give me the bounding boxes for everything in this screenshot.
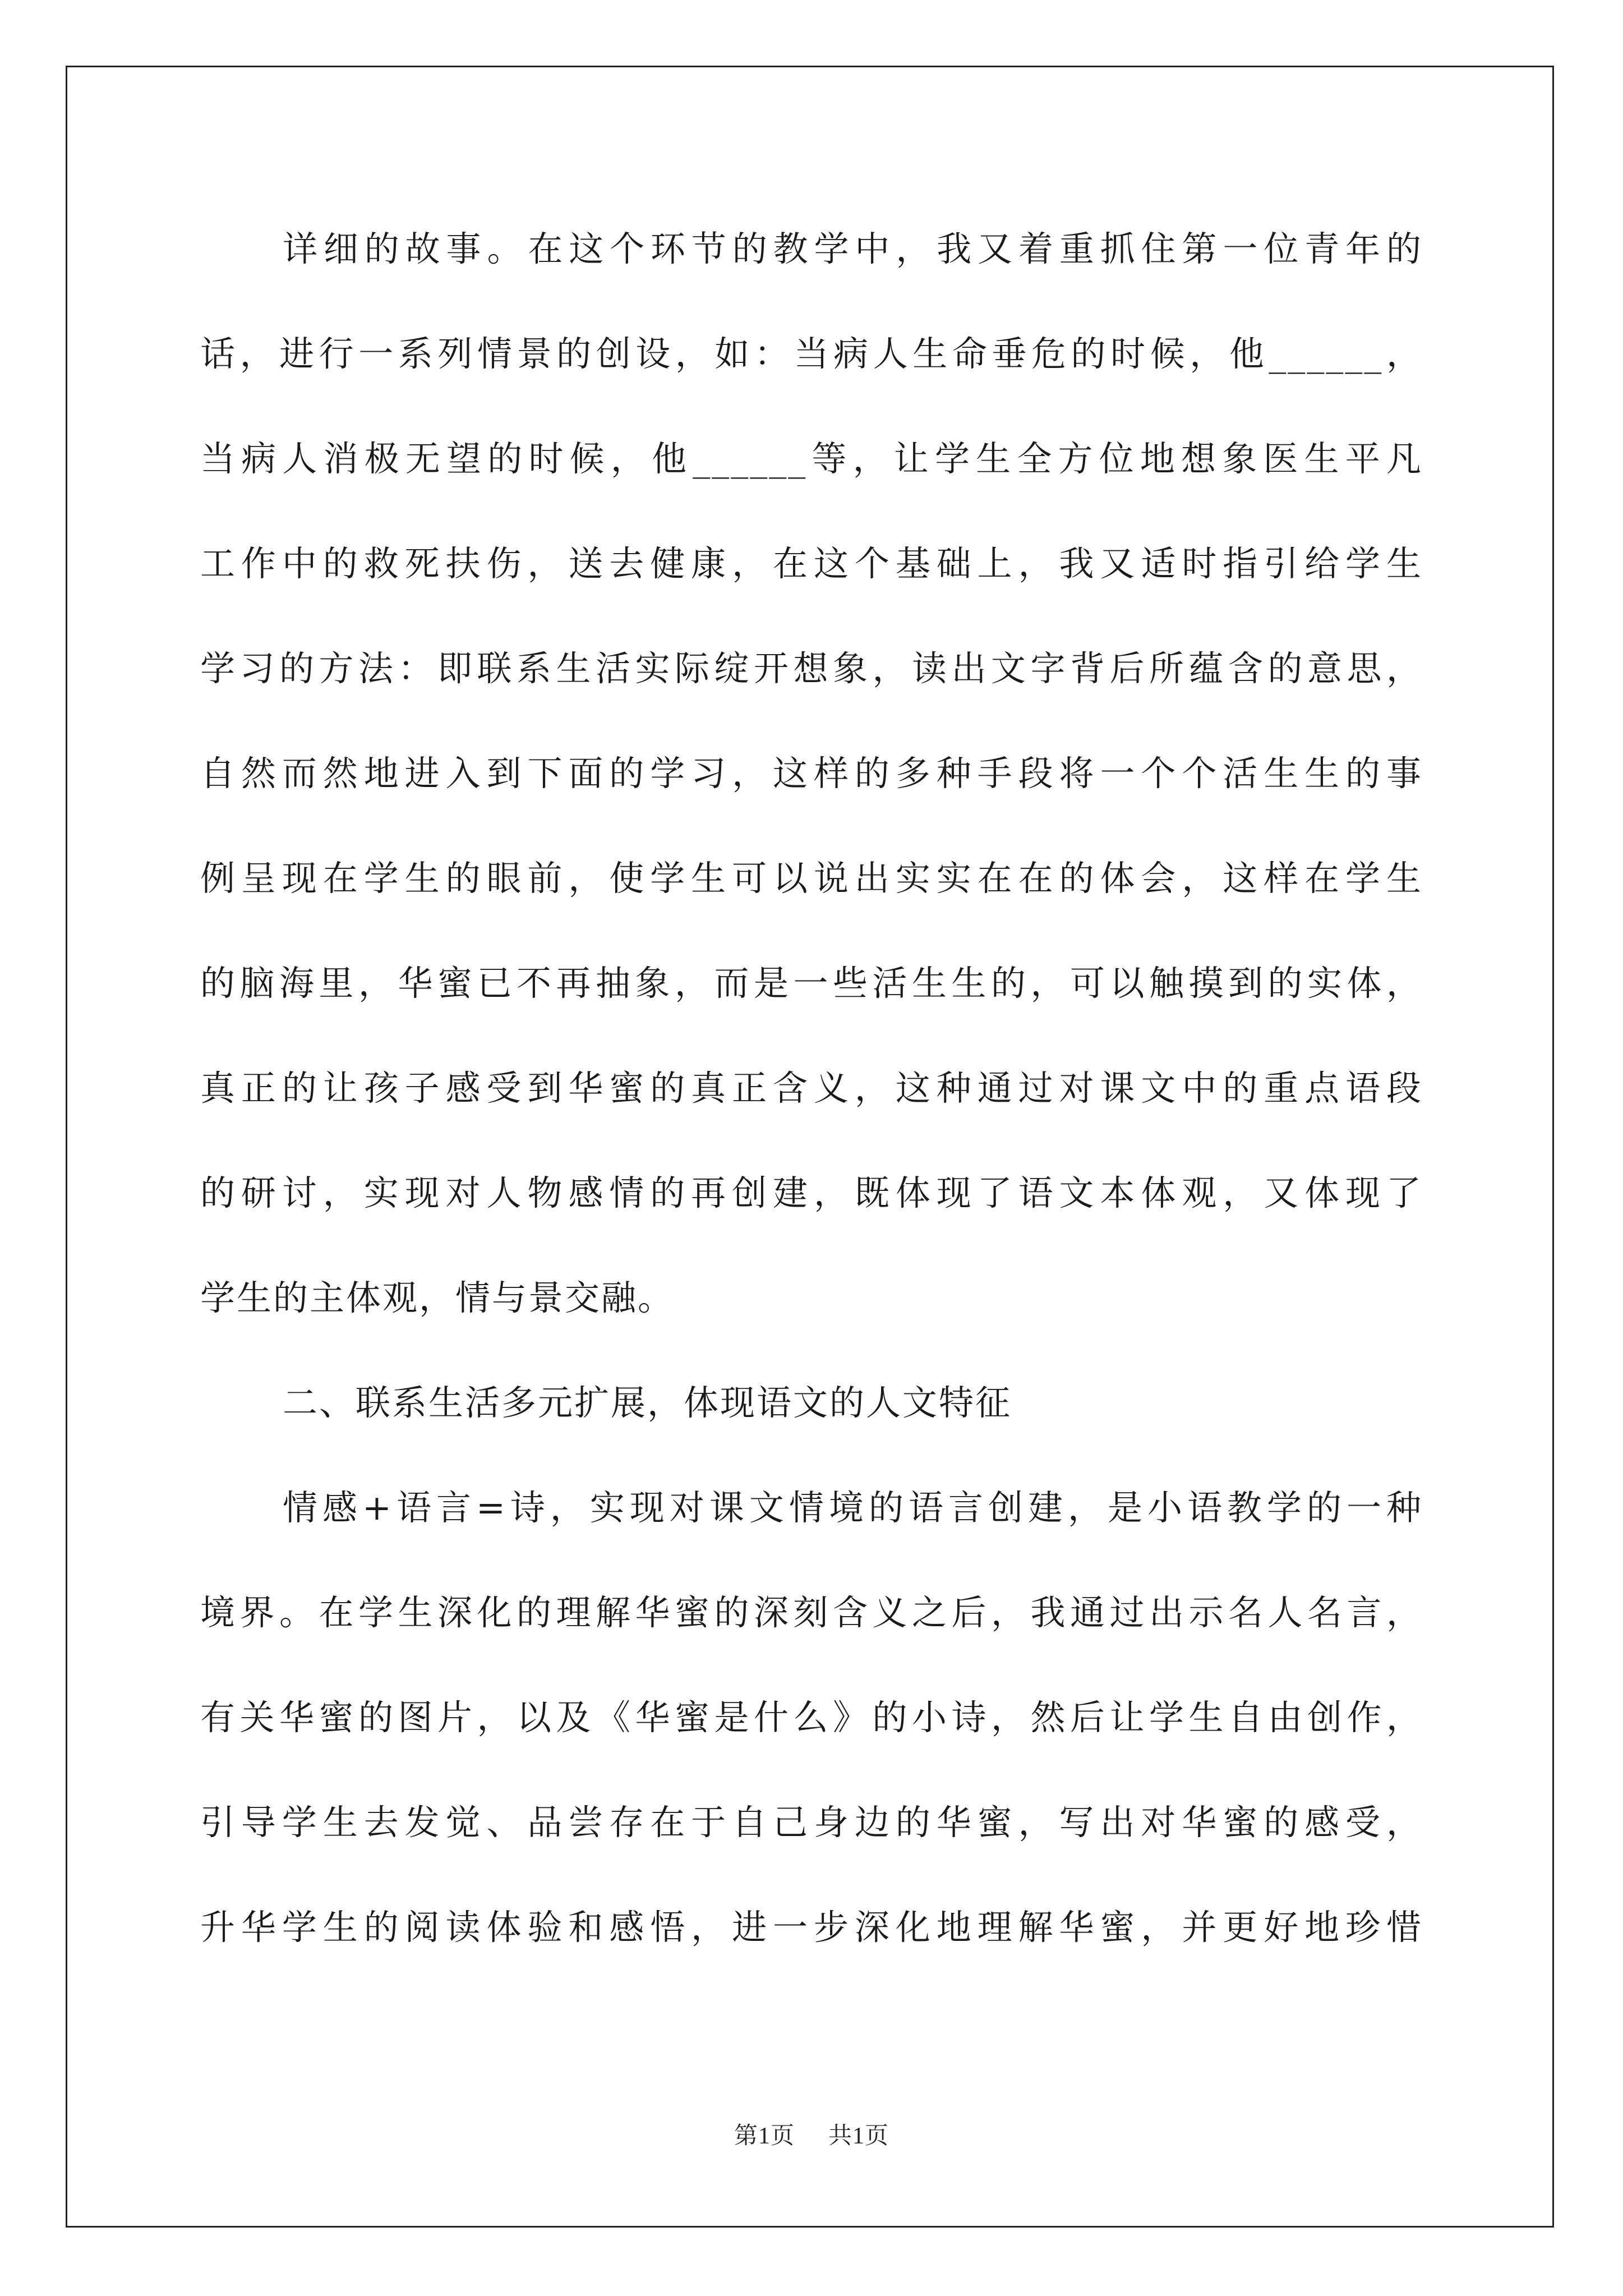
paragraph-line: 例呈现在学生的眼前，使学生可以说出实实在在的体会，这样在学生	[200, 858, 1423, 899]
page-footer	[0, 2117, 1623, 2151]
page-border	[66, 66, 1554, 2228]
page-total: 共1页	[828, 2123, 889, 2149]
paragraph-line: 有关华蜜的图片，以及《华蜜是什么》的小诗，然后让学生自由创作，	[200, 1697, 1423, 1738]
paragraph-line: 升华学生的阅读体验和感悟，进一步深化地理解华蜜，并更好地珍惜	[200, 1907, 1423, 1948]
paragraph-line: 工作中的救死扶伤，送去健康，在这个基础上，我又适时指引给学生	[200, 543, 1423, 584]
paragraph-line: 的脑海里，华蜜已不再抽象，而是一些活生生的，可以触摸到的实体，	[200, 963, 1423, 1004]
paragraph-line: 情感+语言=诗，实现对课文情境的语言创建，是小语教学的一种	[283, 1487, 1423, 1528]
section-heading: 二、联系生活多元扩展，体现语文的人文特征	[283, 1382, 1012, 1423]
paragraph-line: 引导学生去发觉、品尝存在于自己身边的华蜜，写出对华蜜的感受，	[200, 1802, 1423, 1843]
paragraph-line: 自然而然地进入到下面的学习，这样的多种手段将一个个活生生的事	[200, 753, 1423, 794]
paragraph-line: 真正的让孩子感受到华蜜的真正含义，这种通过对课文中的重点语段	[200, 1068, 1423, 1108]
paragraph-line: 话，进行一系列情景的创设，如：当病人生命垂危的时候，他______，	[200, 333, 1423, 374]
paragraph-line: 境界。在学生深化的理解华蜜的深刻含义之后，我通过出示名人名言，	[200, 1592, 1423, 1633]
paragraph-line: 的研讨，实现对人物感情的再创建，既体现了语文本体观，又体现了	[200, 1172, 1423, 1213]
page-number: 第1页	[734, 2123, 795, 2149]
paragraph-line: 学生的主体观，情与景交融。	[200, 1277, 675, 1318]
paragraph-line: 详细的故事。在这个环节的教学中，我又着重抓住第一位青年的	[283, 228, 1423, 269]
paragraph-line: 学习的方法：即联系生活实际绽开想象，读出文字背后所蕴含的意思，	[200, 648, 1423, 689]
paragraph-line: 当病人消极无望的时候，他______等，让学生全方位地想象医生平凡	[200, 438, 1423, 479]
